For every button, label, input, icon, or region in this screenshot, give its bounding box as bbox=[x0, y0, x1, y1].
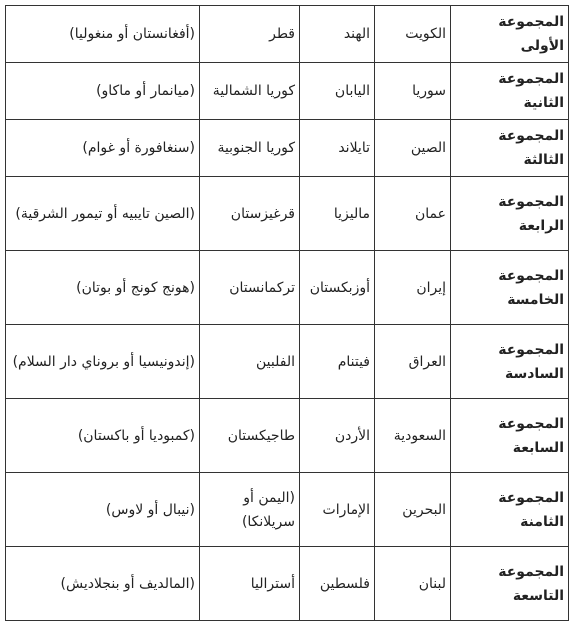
team-cell: البحرين bbox=[375, 473, 451, 547]
team-cell: (المالديف أو بنجلاديش) bbox=[6, 547, 200, 621]
team-cell: لبنان bbox=[375, 547, 451, 621]
table-row bbox=[6, 325, 569, 399]
team-cell: فلسطين bbox=[300, 547, 375, 621]
team-cell: اليابان bbox=[300, 63, 375, 120]
group-name-cell: المجموعة السابعة bbox=[451, 399, 569, 473]
table-row bbox=[6, 120, 569, 177]
table-row bbox=[6, 547, 569, 621]
team-cell: (كمبوديا أو باكستان) bbox=[6, 399, 200, 473]
group-name-cell: المجموعة الثالثة bbox=[451, 120, 569, 177]
team-cell: الفلبين bbox=[200, 325, 300, 399]
table-row bbox=[6, 251, 569, 325]
team-cell: عمان bbox=[375, 177, 451, 251]
team-cell: (ميانمار أو ماكاو) bbox=[6, 63, 200, 120]
team-cell: العراق bbox=[375, 325, 451, 399]
team-cell: (نيبال أو لاوس) bbox=[6, 473, 200, 547]
team-cell: (اليمن أو سريلانكا) bbox=[200, 473, 300, 547]
team-cell: (هونج كونج أو بوتان) bbox=[6, 251, 200, 325]
team-cell: الكويت bbox=[375, 6, 451, 63]
team-cell: تركمانستان bbox=[200, 251, 300, 325]
team-cell: كوريا الجنوبية bbox=[200, 120, 300, 177]
table-row bbox=[6, 6, 569, 63]
table-row bbox=[6, 177, 569, 251]
team-cell: الصين bbox=[375, 120, 451, 177]
team-cell: (الصين تايبيه أو تيمور الشرقية) bbox=[6, 177, 200, 251]
team-cell: سوريا bbox=[375, 63, 451, 120]
table-row bbox=[6, 473, 569, 547]
team-cell: (سنغافورة أو غوام) bbox=[6, 120, 200, 177]
team-cell: فيتنام bbox=[300, 325, 375, 399]
team-cell: (إندونيسيا أو بروناي دار السلام) bbox=[6, 325, 200, 399]
group-name-cell: المجموعة الأولى bbox=[451, 6, 569, 63]
team-cell: تايلاند bbox=[300, 120, 375, 177]
group-name-cell: المجموعة التاسعة bbox=[451, 547, 569, 621]
group-name-cell: المجموعة السادسة bbox=[451, 325, 569, 399]
team-cell: أوزبكستان bbox=[300, 251, 375, 325]
team-cell: الهند bbox=[300, 6, 375, 63]
team-cell: الإمارات bbox=[300, 473, 375, 547]
team-cell: ماليزيا bbox=[300, 177, 375, 251]
groups-table bbox=[5, 5, 569, 621]
group-name-cell: المجموعة الرابعة bbox=[451, 177, 569, 251]
groups-table-container bbox=[5, 5, 568, 621]
team-cell: الأردن bbox=[300, 399, 375, 473]
team-cell: (أفغانستان أو منغوليا) bbox=[6, 6, 200, 63]
team-cell: قرغيزستان bbox=[200, 177, 300, 251]
team-cell: قطر bbox=[200, 6, 300, 63]
group-name-cell: المجموعة الثانية bbox=[451, 63, 569, 120]
team-cell: إيران bbox=[375, 251, 451, 325]
group-name-cell: المجموعة الخامسة bbox=[451, 251, 569, 325]
group-name-cell: المجموعة الثامنة bbox=[451, 473, 569, 547]
table-row bbox=[6, 63, 569, 120]
team-cell: السعودية bbox=[375, 399, 451, 473]
team-cell: أستراليا bbox=[200, 547, 300, 621]
team-cell: طاجيكستان bbox=[200, 399, 300, 473]
team-cell: كوريا الشمالية bbox=[200, 63, 300, 120]
table-row bbox=[6, 399, 569, 473]
